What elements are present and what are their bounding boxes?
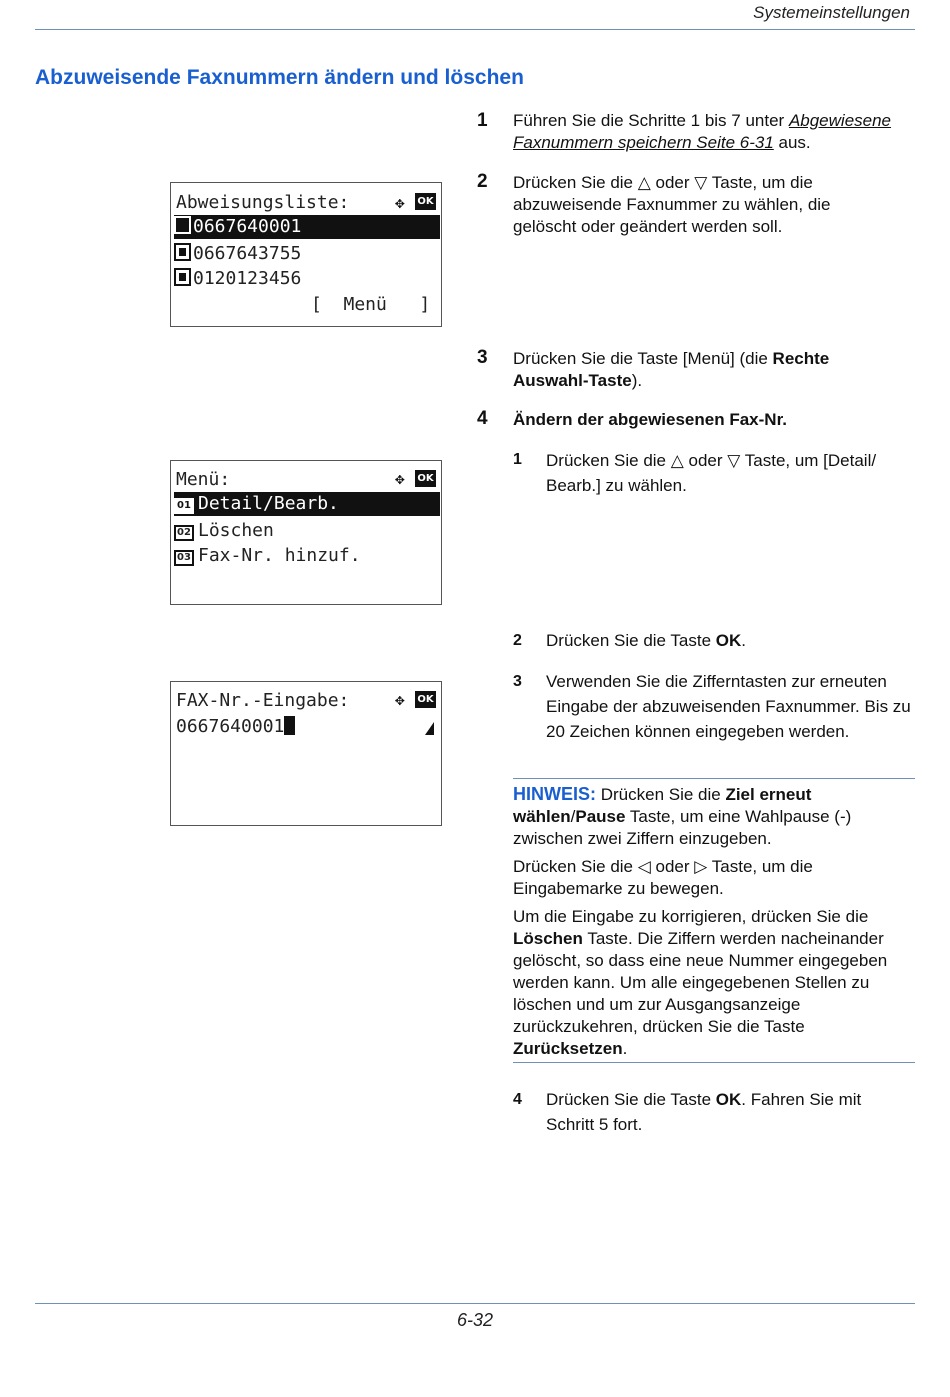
menu-item-label: Detail/Bearb.: [198, 493, 339, 514]
ok-key-icon: OK: [415, 470, 436, 487]
note-p1-slash: /: [570, 807, 576, 826]
menu-item-add-fax[interactable]: [174, 544, 361, 568]
substep-4-text: [546, 1087, 906, 1137]
lcd1-row-2-value: 0667643755: [193, 243, 302, 264]
step-1-text: [513, 110, 918, 154]
step-2-text: Drücken Sie die △ oder ▽ Taste, um die abzuweisende Faxnummer zu wählen, die gelöscht oder geändert werden soll.: [513, 173, 831, 236]
lcd1-row[interactable]: [174, 242, 301, 266]
number-badge: 02: [174, 525, 194, 541]
lcd1-row[interactable]: [174, 267, 301, 291]
step-3-pre: Drücken Sie die Taste [Menü] (die: [513, 349, 773, 368]
step-4-text: Ändern der abgewiesenen Fax-Nr.: [513, 410, 787, 429]
note-label: HINWEIS:: [513, 784, 596, 804]
note-bottom-rule: [513, 1062, 915, 1063]
substep-4-bold: OK: [715, 1090, 742, 1109]
substep-3-number: 3: [513, 673, 522, 690]
substep-4-number: 4: [513, 1091, 522, 1108]
note-p3-bold2: Zurücksetzen: [513, 1039, 623, 1058]
substep-2-number: 2: [513, 632, 522, 649]
number-badge: 01: [174, 498, 194, 514]
menu-item-label: Fax-Nr. hinzuf.: [198, 545, 361, 566]
number-badge: 03: [174, 550, 194, 566]
note-p3-post: .: [622, 1039, 628, 1058]
menu-item-label: Löschen: [198, 520, 274, 541]
note-paragraph-3: [513, 906, 915, 1060]
substep-2-text: [546, 628, 746, 653]
step-1-post: aus.: [773, 133, 811, 152]
step-1-number: 1: [477, 110, 488, 131]
note-p1-post: Taste, um eine Wahlpause (-) zwischen zwei Ziffern einzugeben.: [513, 807, 852, 848]
substep-1-text: Drücken Sie die △ oder ▽ Taste, um [Detail/ Bearb.] zu wählen.: [546, 451, 877, 495]
lcd1-row-1-value: 0667640001: [193, 216, 302, 237]
menu-softkey[interactable]: [ Menü ]: [311, 294, 431, 315]
running-header: Systemeinstellungen: [753, 3, 910, 22]
menu-item-detail[interactable]: [174, 492, 440, 516]
input-mode-indicator-icon: [425, 722, 434, 735]
step-4-number: 4: [477, 408, 488, 429]
step-3-post: ).: [631, 371, 643, 390]
substep-2-post: .: [741, 631, 747, 650]
step-3-number: 3: [477, 347, 488, 368]
substep-2-pre: Drücken Sie die Taste: [546, 631, 716, 650]
lcd3-title: FAX-Nr.-Eingabe:: [176, 690, 350, 711]
cross-key-icon: ✥: [395, 469, 405, 488]
footer-rule: [35, 1303, 915, 1304]
ok-key-icon: OK: [415, 691, 436, 708]
note-box: [513, 783, 915, 1066]
lcd2-title: Menü:: [176, 469, 231, 490]
note-p3-mid: Taste. Die Ziffern werden nacheinander gelöscht, so dass eine neue Nummer eingegeben werden kann. Um alle eingegebenen Stellen zu löschen und um zur Ausgangsanzeige zurückzukehren, drücken Sie die Taste: [513, 929, 888, 1036]
lcd-fax-entry: [170, 681, 442, 826]
section-title: Abzuweisende Faxnummern ändern und löschen: [35, 66, 524, 89]
lcd-menu: [170, 460, 442, 605]
fax-number-icon: [174, 268, 191, 286]
cross-key-icon: ✥: [395, 690, 405, 709]
substep-2-bold: OK: [715, 631, 742, 650]
substep-3-text: Verwenden Sie die Zifferntasten zur erneuten Eingabe der abzuweisenden Faxnummer. Bis zu 20 Zeichen können eingegeben werden.: [546, 672, 911, 741]
fax-number-icon: [174, 216, 191, 234]
ok-key-icon: OK: [415, 193, 436, 210]
fax-number-value: 0667640001: [176, 716, 285, 737]
note-p3-pre: Um die Eingabe zu korrigieren, drücken Sie die: [513, 907, 869, 926]
text-cursor: [284, 716, 295, 735]
cross-key-icon: ✥: [395, 193, 405, 212]
note-p1-bold2: Pause: [575, 807, 626, 826]
lcd1-row-selected[interactable]: [174, 215, 440, 239]
substep-4-pre: Drücken Sie die Taste: [546, 1090, 716, 1109]
lcd1-title: Abweisungsliste:: [176, 192, 350, 213]
note-paragraph-2: Drücken Sie die ◁ oder ▷ Taste, um die Eingabemarke zu bewegen.: [513, 857, 813, 898]
fax-number-input[interactable]: [176, 715, 295, 739]
note-p1-pre: Drücken Sie die: [596, 785, 726, 804]
note-paragraph-1: [513, 783, 915, 850]
step-3-bold: Rechte Auswahl-Taste: [513, 349, 830, 390]
substep-4-post: . Fahren Sie mit Schritt 5 fort.: [546, 1090, 862, 1134]
cross-reference-link[interactable]: Abgewiesene Faxnummern speichern Seite 6-31: [513, 111, 892, 152]
fax-number-icon: [174, 243, 191, 261]
note-top-rule: [513, 778, 915, 779]
lcd1-row-3-value: 0120123456: [193, 268, 302, 289]
step-3-text: [513, 348, 873, 392]
header-rule: [35, 29, 915, 30]
note-p1-bold1: Ziel erneut wählen: [513, 785, 812, 826]
note-p3-bold1: Löschen: [513, 929, 583, 948]
page-number: 6-32: [456, 1310, 494, 1330]
substep-1-number: 1: [513, 451, 522, 468]
step-2-number: 2: [477, 171, 488, 192]
lcd-rejection-list: [170, 182, 442, 327]
step-1-pre: Führen Sie die Schritte 1 bis 7 unter: [513, 111, 789, 130]
menu-item-delete[interactable]: [174, 519, 274, 543]
